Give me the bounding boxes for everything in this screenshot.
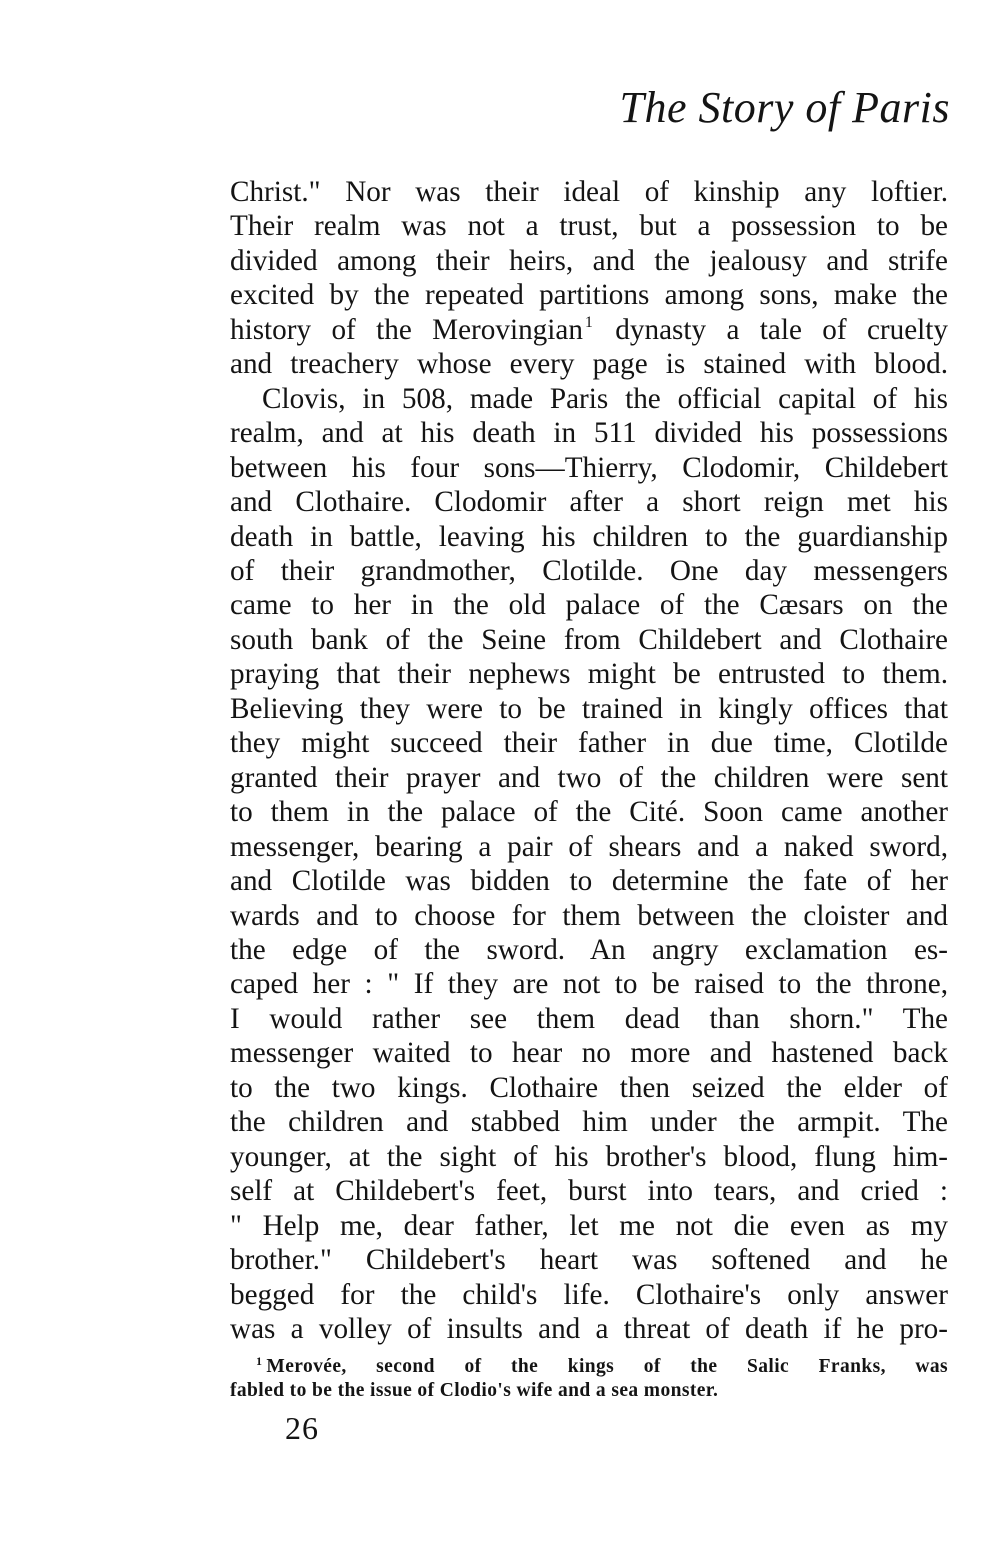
- text-segment: history of the Merovingian: [230, 313, 583, 346]
- footnote-text: Merovée, second of the kings of the Salic Franks, was: [266, 1356, 948, 1377]
- footnote-reference[interactable]: 1: [584, 313, 593, 331]
- footnote-number: 1: [256, 1354, 263, 1368]
- text-segment: dynasty a tale of cruelty: [594, 313, 948, 346]
- text-line: divided among their heirs, and the jealousy and strife: [230, 244, 948, 277]
- text-line: was a volley of insults and a threat of death if he pro-: [230, 1312, 948, 1345]
- running-head: The Story of Paris: [619, 83, 950, 132]
- text-line: Christ." Nor was their ideal of kinship any loftier.: [230, 176, 948, 208]
- text-line: Believing they were to be trained in kingly offices that: [230, 692, 948, 725]
- text-line: south bank of the Seine from Childebert and Clothaire: [230, 623, 948, 656]
- text-line: of their grandmother, Clotilde. One day messengers: [230, 554, 948, 587]
- text-line: excited by the repeated partitions among sons, make the: [230, 279, 948, 312]
- text-line: " Help me, dear father, let me not die even as my: [230, 1209, 948, 1242]
- text-line: wards and to choose for them between the cloister and: [230, 899, 948, 932]
- text-line: and Clothaire. Clodomir after a short reign met his: [230, 486, 948, 519]
- text-line: to them in the palace of the Cité. Soon came another: [230, 796, 948, 829]
- text-line: self at Childebert's feet, burst into tears, and cried :: [230, 1175, 948, 1208]
- text-line: [230, 313, 948, 347]
- text-line: Their realm was not a trust, but a possession to be: [230, 210, 948, 243]
- text-line: they might succeed their father in due time, Clotilde: [230, 727, 948, 760]
- footnote-line: [230, 1355, 948, 1379]
- text-line: caped her : " If they are not to be raised to the throne,: [230, 968, 948, 1001]
- text-line: messenger, bearing a pair of shears and a naked sword,: [230, 830, 948, 863]
- page-number: 26: [285, 1410, 319, 1446]
- text-line: praying that their nephews might be entrusted to them.: [230, 658, 948, 691]
- footnote: [230, 1355, 948, 1403]
- text-line: messenger waited to hear no more and hastened back: [230, 1037, 948, 1070]
- text-line: realm, and at his death in 511 divided his possessions: [230, 417, 948, 450]
- text-line: granted their prayer and two of the children were sent: [230, 761, 948, 794]
- text-line: brother." Childebert's heart was softened and he: [230, 1244, 948, 1277]
- text-line: the edge of the sword. An angry exclamation es-: [230, 933, 948, 966]
- footnote-line: fabled to be the issue of Clodio's wife and a sea monster.: [230, 1380, 719, 1401]
- text-line: I would rather see them dead than shorn." The: [230, 1002, 948, 1035]
- text-line: begged for the child's life. Clothaire's only answer: [230, 1278, 948, 1311]
- text-line: between his four sons—Thierry, Clodomir, Childebert: [230, 451, 948, 484]
- text-line: came to her in the old palace of the Cæsars on the: [230, 589, 948, 622]
- text-line: and Clotilde was bidden to determine the fate of her: [230, 865, 948, 898]
- text-line: to the two kings. Clothaire then seized the elder of: [230, 1071, 948, 1104]
- text-line: the children and stabbed him under the armpit. The: [230, 1106, 948, 1139]
- paragraph-first-line: Clovis, in 508, made Paris the official capital of his: [262, 382, 948, 415]
- text-line: younger, at the sight of his brother's blood, flung him-: [230, 1140, 948, 1173]
- text-line: death in battle, leaving his children to the guardianship: [230, 520, 948, 553]
- text-line: and treachery whose every page is stained with blood.: [230, 348, 948, 381]
- body-text: [230, 175, 948, 1346]
